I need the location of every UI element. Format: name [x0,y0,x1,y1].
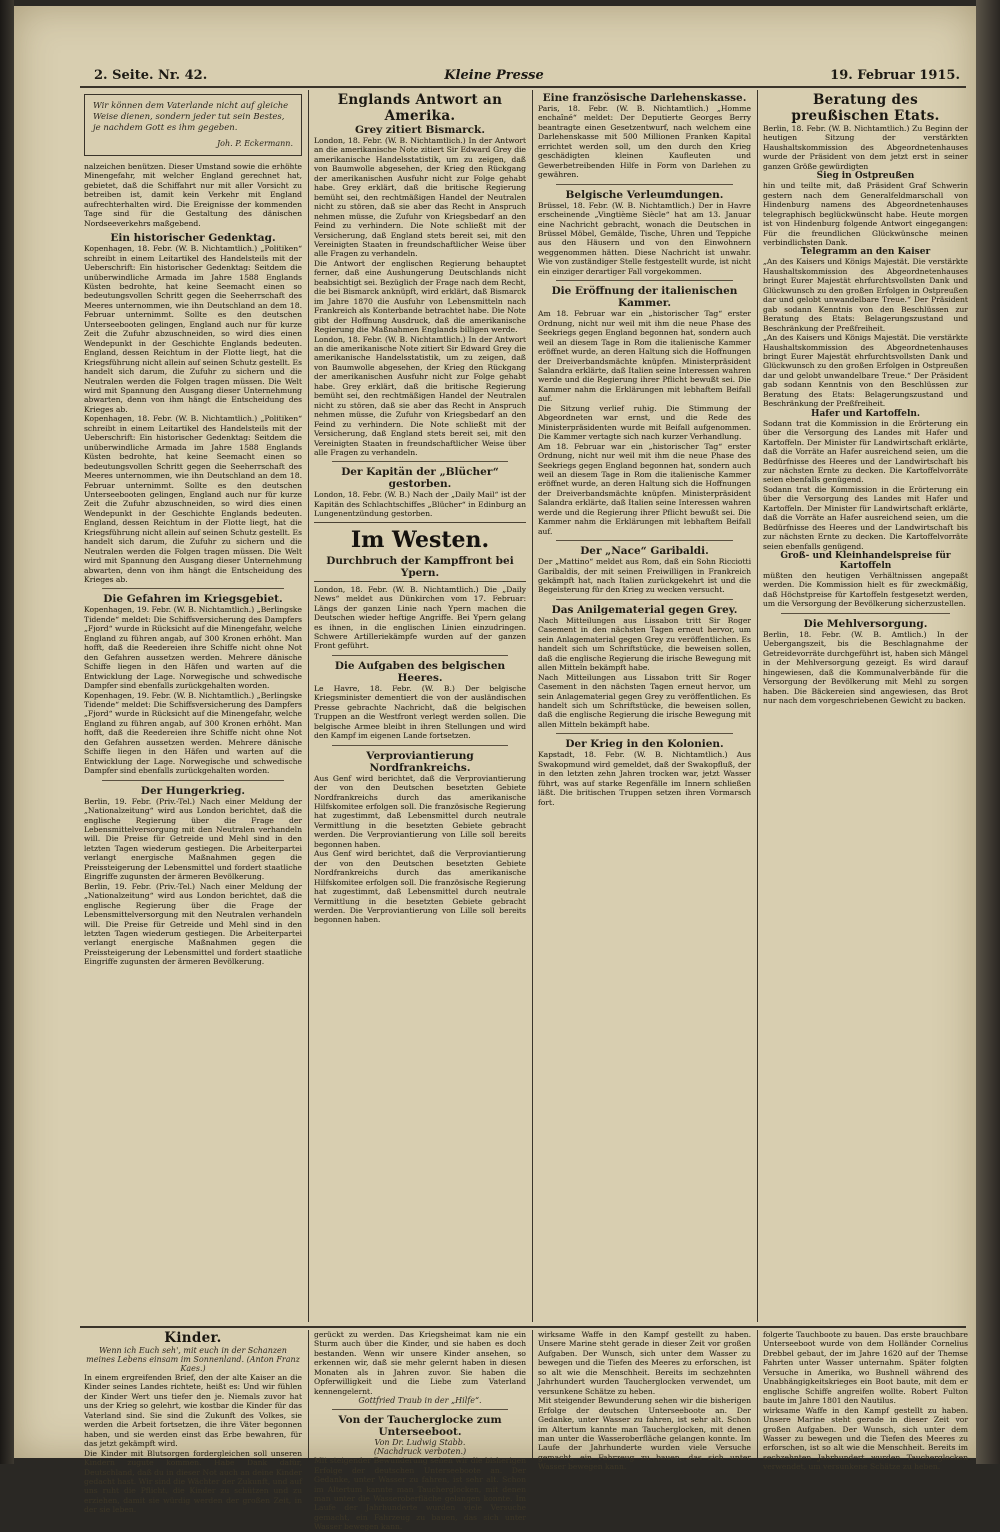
article-body: Berlin, 19. Febr. (Priv.-Tel.) Nach einer Meldung der „Nationalzeitung“ wird aus London berichtet, daß die englische Regierung über die Frage der Lebensmittelversorgung mit den Neutralen verhandeln will. Die Preise für Getreide und Mehl sind in den letzten Tagen wiederum gestiegen. Die Arbeiterpartei verlangt energische Maßnahmen gegen die Preissteigerung der Lebensmittel und fordert staatliche Eingriffe zugunsten der ärmeren Bevölkerung. [84,881,302,967]
feuilleton-body: Mit steigender Bewunderung sehen wir die bisherigen Erfolge der deutschen Unterseeboote an. Der Gedanke, unter Wasser zu fahren, ist sehr alt. Schon im Altertum kannte man Taucherglocken, mit denen man unter die Wasseroberfläche gelangen konnte. Im Laufe der Jahrhunderte wurden viele Versuche gemacht, ein Fahrzeug zu bauen, das sich unter Wasser bewegen kann. [538,1396,751,1472]
column-rule [308,90,309,1322]
column-rule [757,90,758,1322]
article-body: Die Antwort der englischen Regierung behauptet ferner, daß eine Aushungerung Deutschlands nicht beabsichtigt sei. Bezüglich der Frage nach dem Recht, die bei Bismarck anknüpft, wird erklärt, daß Bismarck im Jahre 1870 die Ausfuhr von Lebensmitteln nach Frankreich als Konterbande betrachtet habe. Die Note gibt der Hoffnung Ausdruck, daß die amerikanische Regierung die Maßnahmen Englands billigen werde. [314,258,526,335]
feuilleton-author: Von Dr. Ludwig Stabb. [374,1438,466,1448]
binding-gutter [0,0,14,1464]
feuilleton-body: Die Kinder mit Blutsorgen fordergleichen soll unseren Kindern zugute kommen. Habe Dank dafür, Deutschland, daß du in dieser Not auch an deine Kinder gedacht hast. Wir sind die Wächter der Zukunft, und auf uns ruht die Pflicht, die Kinder zu schützen und zu erziehen, damit sie würdig werden der großen Zeit, in der sie leben. [84,1448,302,1515]
column-4 [763,92,968,1320]
article-body: Sodann trat die Kommission in die Erörterung ein über die Versorgung des Landes mit Hafer und Kartoffeln. Der Minister für Landwirtschaft erklärte, daß die Vorräte an Hafer ausreichend seien, um die Bedürfnisse des Heeres und der Landwirtschaft bis zur nächsten Ernte zu decken. Die Kartoffelvorräte seien ebenfalls genügend. [763,484,968,551]
article-body: London, 18. Febr. (W. B.) Nach der „Daily Mail“ ist der Kapitän des Schlachtschiffes „Blücher“ in Edinburg an Lungenentzündung gestorben. [314,490,526,519]
article-body: Berlin, 18. Febr. (W. B. Amtlich.) In der Uebergangszeit, bis die Beschlagnahme der Getreidevorräte durchgeführt ist, haben sich Mängel in der Mehlversorgung gezeigt. Es wird darauf hingewiesen, daß die Kommunalverbände für die Versorgung der Bevölkerung mit Mehl zu sorgen haben. Die Bäckereien sind angewiesen, das Brot nur nach dem vorgeschriebenen Gewicht zu backen. [763,629,968,706]
article-title: Das Anilgematerial gegen Grey. [551,603,738,616]
feuilleton-body: In einem ergreifenden Brief, den der alte Kaiser an die Kinder seines Landes richtete, heißt es: Und wir fühlen der Kinder Wert uns tiefer den je. Niemals zuvor hat uns der Krieg so gelehrt, wie kostbar die Kinder für das Vaterland sind. Sie sind die Zukunft des Volkes, sie werden die Arbeit fortsetzen, die ihre Väter begonnen haben, und sie werden einst das Erbe bewahren, für das jetzt gekämpft wird. [84,1373,302,1449]
divider [556,599,733,600]
article-title: Die Eröffnung der italienischen Kammer. [551,285,738,310]
column-rule [532,1330,533,1458]
divider [332,655,508,656]
article-subtitle: Telegramm an den Kaiser [800,247,931,258]
article-body: Aus Genf wird berichtet, daß die Verproviantierung der von den Deutschen besetzten Gebiete Nordfrankreichs durch das amerikanische Hilfskomitee erfolgen soll. Die französische Regierung hat zugestimmt, daß Lebensmittel durch neutrale Vermittlung in die besetzten Gebiete gebracht werden. Die Verproviantierung von Lille soll bereits begonnen haben. [314,773,526,849]
header-rule [80,86,966,88]
divider [781,613,950,614]
article-subtitle: Hafer und Kartoffeln. [810,408,921,419]
article-title: Der Hungerkrieg. [140,784,246,797]
feuilleton-body: Mit steigender Bewunderung sehen wir die bisherigen Erfolge der deutschen Unterseeboote an. Der Gedanke, unter Wasser zu fahren, ist sehr alt. Schon im Altertum kannte man Taucherglocken, mit denen man unter die Wasseroberfläche gelangen konnte. Im Laufe der Jahrhunderte wurden viele Versuche gemacht, ein Fahrzeug zu bauen, das sich unter Wasser bewegen kann. [314,1456,526,1532]
article-title: Der Kapitän der „Blücher“ gestorben. [341,466,499,491]
article-body: Der „Mattino“ meldet aus Rom, daß ein Sohn Ricciotti Garibaldis, der mit seinen Freiwilligen in Frankreich gekämpft hat, nach Italien zurückgekehrt ist und die Begeisterung für den Krieg zu wecken versucht. [538,557,751,595]
article-title: Beratung des preußischen Etats. [791,92,940,124]
article-body: müßten den heutigen Verhältnissen angepaßt werden. Die Kommission hielt es für zweckmäßig, daß Höchstpreise für Kartoffeln festgesetzt werden, um die Versorgung der Bevölkerung sicherzustellen. [763,571,968,609]
feuilleton-author: Gottfried Traub in der „Hilfe“. [358,1396,482,1406]
feuilleton-title: Kinder. [164,1330,222,1346]
article-title: Belgische Verleumdungen. [565,188,724,201]
divider [102,780,284,781]
article-body: Kopenhagen, 19. Febr. (W. B. Nichtamtlich.) „Berlingske Tidende“ meldet: Die Schiffsversicherung des Dampfers „Fjord“ wurde in Rücksicht auf die Minengefahr, welche England zu führen angab, auf 300 Kronen erhöht. Man hofft, daß die Reedereien ihre Schiffe nicht ohne Not den Gefahren aussetzen werden. Mehrere dänische Schiffe liegen in den Häfen und warten auf die Entwicklung der Lage. Norwegische und schwedische Dampfer sind ebenfalls zurückgehalten worden. [84,690,302,776]
article-title: Der Krieg in den Kolonien. [565,738,724,751]
column-rule [532,90,533,1322]
column-2 [314,92,526,1320]
column-rule [308,1330,309,1458]
article-title: Verproviantierung Nordfrankreichs. [366,749,474,774]
page-number: 2. Seite. Nr. 42. [94,68,208,83]
article-body: Kopenhagen, 19. Febr. (W. B. Nichtamtlich.) „Berlingske Tidende“ meldet: Die Schiffsversicherung des Dampfers „Fjord“ wurde in Rücksicht auf die Minengefahr, welche England zu führen angab, auf 300 Kronen erhöht. Man hofft, daß die Reedereien ihre Schiffe nicht ohne Not den Gefahren aussetzen werden. Mehrere dänische Schiffe liegen in den Häfen und warten auf die Entwicklung der Lage. Norwegische und schwedische Dampfer sind ebenfalls zurückgehalten worden. [84,605,302,691]
article-title: Ein historischer Gedenktag. [110,232,276,245]
divider [556,184,733,185]
column-3 [538,92,751,1320]
article-title: Englands Antwort an Amerika. [337,92,503,124]
quote-text: Wir können dem Vaterlande nicht auf gleiche Weise dienen, sondern jeder tut sein Bestes, je nachdem Gott es ihm gegeben. [93,101,289,133]
masthead: Kleine Presse [444,68,544,83]
article-body: Kopenhagen, 18. Febr. (W. B. Nichtamtlich.) „Politiken“ schreibt in einem Leitartikel des Handelsteils mit der Ueberschrift: Ein historischer Gedenktag: Seitdem die unüberwindliche Armada im Jahre 1588 Englands Küsten bedrohte, hat keine Seemacht einen so bedeutungsvollen Schritt gegen die Seeherrschaft des Meeres unternommen, wie ihn Deutschland an dem 18. Februar unternimmt. Sollte es den deutschen Unterseebooten gelingen, England auch nur für kurze Zeit die Zufuhr abzuschneiden, so wird dies einen Wendepunkt in der Geschichte Englands bedeuten. England, dessen Reichtum in der Flotte liegt, hat die Kriegsführung nicht allein auf seinen Schutz gestellt. Es handelt sich darum, die Zufuhr zu sichern und die Neutralen werden die Folgen tragen müssen. Die Welt wird mit Spannung den Ausgang dieser Unternehmung abwarten, denn von ihm hängt die Entscheidung des Krieges ab. [84,414,302,585]
divider [102,588,284,589]
quote-author: Joh. P. Eckermann. [216,139,293,148]
article-subtitle: Grey zitiert Bismarck. [355,124,485,136]
article-subtitle: Sieg in Ostpreußen [816,171,915,182]
headline-block [314,522,526,582]
article-body: Brüssel, 18. Febr. (W. B. Nichtamtlich.) Der in Havre erscheinende „Vingtième Siècle“ hat am 13. Januar eine Nachricht gebracht, wonach die Deutschen in Brüssel Möbel, Gemälde, Tische, Uhren und Teppiche aus den Häusern und von den Einwohnern weggenommen hätten. Diese Nachricht ist unwahr. Wie von zuständiger Stelle festgestellt wurde, ist nicht ein einziger derartiger Fall vorgekommen. [538,200,751,276]
feuilleton-body: gerückt zu werden. Das Kriegsheimat kam nie ein Sturm auch über die Kinder, und sie haben es doch bestanden. Wenn wir unsere Kinder ansehen, so erkennen wir, daß sie mehr gelernt haben in diesen Monaten als in Jahren zuvor. Sie haben die Opferwilligkeit und die Liebe zum Vaterland kennengelernt. [314,1330,526,1396]
article-body: London, 18. Febr. (W. B. Nichtamtlich.) Die „Daily News“ meldet aus Dünkirchen vom 17. Februar: Längs der ganzen Linie nach Ypern machen die Deutschen wieder heftige Angriffe. Bei Ypern gelang es ihnen, in die englischen Linien einzudringen. Schwere Artilleriekämpfe wurden auf der ganzen Front geführt. [314,584,526,651]
article-body: London, 18. Febr. (W. B. Nichtamtlich.) In der Antwort an die amerikanische Note zitiert Sir Edward Grey die amerikanische Handelsstatistik, um zu zeigen, daß von Baumwolle abgesehen, der Krieg den Rückgang der amerikanischen Ausfuhr nicht zur Folge gehabt habe. Grey erklärt, daß die britische Regierung bemüht sei, den rechtmäßigen Handel der Neutralen nicht zu stören, daß sie aber das Recht in Anspruch nehmen müsse, die Zufuhr von Kriegsbedarf an den Feind zu verhindern. Die Note schließt mit der Versicherung, daß England stets bereit sei, mit den Vereinigten Staaten in freundschaftlicher Weise über alle Fragen zu verhandeln. [314,334,526,457]
divider [556,540,733,541]
article-title: Eine französische Darlehenskasse. [542,92,747,104]
divider [556,280,733,281]
article-body: Am 18. Februar war ein „historischer Tag“ erster Ordnung, nicht nur weil mit ihm die neue Phase des Seekriegs gegen England begonnen hat, sondern auch weil an diesem Tage in Rom die italienische Kammer eröffnet wurde, an deren Haltung sich die Hoffnungen der Dreiverbandsmächte knüpfen. Ministerpräsident Salandra erklärte, daß Italien seine Interessen wahren werde und die Regierung ihrer Pflicht bewußt sei. Die Kammer nahm die Erklärungen mit lebhaftem Beifall auf. [538,441,751,536]
major-subheadline: Durchbruch der Kampffront bei Ypern. [326,554,514,579]
article-title: Der „Nace“ Garibaldi. [580,545,709,558]
divider [332,461,508,462]
article-title: Die Aufgaben des belgischen Heeres. [334,659,506,684]
column-1 [84,94,302,1322]
feuilleton-rule [80,1326,966,1328]
divider [556,733,733,734]
article-body: Am 18. Februar war ein „historischer Tag“ erster Ordnung, nicht nur weil mit ihm die neue Phase des Seekriegs gegen England begonnen hat, sondern auch weil an diesem Tage in Rom die italienische Kammer eröffnet wurde, an deren Haltung sich die Hoffnungen der Dreiverbandsmächte knüpfen. Ministerpräsident Salandra erklärte, daß Italien seine Interessen wahren werde und die Regierung ihrer Pflicht bewußt sei. Die Kammer nahm die Erklärungen mit lebhaftem Beifall auf. [538,309,751,404]
feuilleton-body: folgerte Tauchboote zu bauen. Das erste brauchbare Unterseeboot wurde von dem Holländer Cornelius Drebbel gebaut, der im Jahre 1620 auf der Themse Fahrten unter Wasser unternahm. Später folgten Versuche in Amerika, wo Bushnell während des Unabhängigkeitskrieges ein Boot baute, mit dem er englische Schiffe angreifen wollte. Robert Fulton baute im Jahre 1801 den Nautilus. [763,1330,968,1406]
article-body: hin und teilte mit, daß Präsident Graf Schwerin gestern nach dem Generalfeldmarschall von Hindenburg namens des Abgeordnetenhauses telegraphisch beglückwünscht habe. Heute morgen ist von Hindenburg folgende Antwort eingegangen: Für die freundlichen Glückwünsche meinen verbindlichsten Dank. [763,181,968,247]
feuilleton-col-3 [538,1330,751,1472]
article-body: „An des Kaisers und Königs Majestät. Die verstärkte Haushaltskommission des Abgeordnetenhauses bringt Eurer Majestät ehrfurchtsvollsten Dank und Glückwunsch zu den großen Erfolgen in Ostpreußen dar und gelobt unwandelbare Treue.“ Der Präsident gab sodann Kenntnis von den Beschlüssen zur Beratung des Etats: Belagerungszustand und Beschränkung der Preßfreiheit. [763,257,968,333]
feuilleton-col-2 [314,1330,526,1532]
divider [332,745,508,746]
reprint-note: (Nachdruck verboten.) [373,1447,467,1457]
article-body: Aus Genf wird berichtet, daß die Verproviantierung der von den Deutschen besetzten Gebiete Nordfrankreichs durch das amerikanische Hilfskomitee erfolgen soll. Die französische Regierung hat zugestimmt, daß Lebensmittel durch neutrale Vermittlung in die besetzten Gebiete gebracht werden. Die Verproviantierung von Lille soll bereits begonnen haben. [314,849,526,925]
article-body: Paris, 18. Febr. (W. B. Nichtamtlich.) „Homme enchaîné“ meldet: Der Deputierte Georges Berry beantragte einen Gesetzentwurf, nach welchem eine Darlehenskasse mit 500 Millionen Franken Kapital errichtet werden soll, um den durch den Krieg geschädigten kleinen Kaufleuten und Gewerbetreibenden Hilfe in Form von Darlehen zu gewähren. [538,104,751,180]
page-edge [976,0,1000,1464]
intro-text: nalzeichen benützen. Dieser Umstand sowie die erhöhte Minengefahr, mit welcher England gerechnet hat, gebietet, daß die Schiffahrt nur mit aller Vorsicht zu betreiben ist, damit kein Verkehr mit England aufrechterhalten wird. Die Ereignisse der kommenden Tage sind für die Gestaltung des dänischen Nordseeverkehrs maßgebend. [84,162,302,228]
article-body: Kopenhagen, 18. Febr. (W. B. Nichtamtlich.) „Politiken“ schreibt in einem Leitartikel des Handelsteils mit der Ueberschrift: Ein historischer Gedenktag: Seitdem die unüberwindliche Armada im Jahre 1588 Englands Küsten bedrohte, hat keine Seemacht einen so bedeutungsvollen Schritt gegen die Seeherrschaft des Meeres unternommen, wie ihn Deutschland an dem 18. Februar unternimmt. Sollte es den deutschen Unterseebooten gelingen, England auch nur für kurze Zeit die Zufuhr abzuschneiden, so wird dies einen Wendepunkt in der Geschichte Englands bedeuten. England, dessen Reichtum in der Flotte liegt, hat die Kriegsführung nicht allein auf seinen Schutz gestellt. Es handelt sich darum, die Zufuhr zu sichern und die Neutralen werden die Folgen tragen müssen. Die Welt wird mit Spannung den Ausgang dieser Unternehmung abwarten, denn von ihm hängt die Entscheidung des Krieges ab. [84,244,302,414]
column-rule [757,1330,758,1458]
feuilleton-body: wirksame Waffe in den Kampf gestellt zu haben. Unsere Marine steht gerade in dieser Zeit vor großen Aufgaben. Der Wunsch, sich unter dem Wasser zu bewegen und die Tiefen des Meeres zu erforschen, ist so alt wie die Menschheit. Bereits im sechzehnten Jahrhundert wurden Taucherglocken verwendet, um versunkene Schätze zu heben. [538,1330,751,1396]
article-body: Berlin, 18. Febr. (W. B. Nichtamtlich.) Zu Beginn der heutigen Sitzung der verstärkten Haushaltskommission des Abgeordnetenhauses wurde der Präsident von dem jetzt erst in seiner ganzen Größe gewürdigten [763,124,968,171]
article-body: Kapstadt, 18. Febr. (W. B. Nichtamtlich.) Aus Swakopmund wird gemeldet, daß der Swakopfluß, der in den letzten zehn Jahren trocken war, jetzt Wasser führt, was auf starke Regenfälle im Innern schließen läßt. Die britischen Truppen setzen ihren Vormarsch fort. [538,750,751,807]
article-body: Berlin, 19. Febr. (Priv.-Tel.) Nach einer Meldung der „Nationalzeitung“ wird aus London berichtet, daß die englische Regierung über die Frage der Lebensmittelversorgung mit den Neutralen verhandeln will. Die Preise für Getreide und Mehl sind in den letzten Tagen wiederum gestiegen. Die Arbeiterpartei verlangt energische Maßnahmen gegen die Preissteigerung der Lebensmittel und fordert staatliche Eingriffe zugunsten der ärmeren Bevölkerung. [84,796,302,882]
divider [332,1409,508,1410]
article-body: „An des Kaisers und Königs Majestät. Die verstärkte Haushaltskommission des Abgeordnetenhauses bringt Eurer Majestät ehrfurchtsvollsten Dank und Glückwunsch zu den großen Erfolgen in Ostpreußen dar und gelobt unwandelbare Treue.“ Der Präsident gab sodann Kenntnis von den Beschlüssen zur Beratung des Etats: Belagerungszustand und Beschränkung der Preßfreiheit. [763,333,968,409]
article-body: London, 18. Febr. (W. B. Nichtamtlich.) In der Antwort an die amerikanische Note zitiert Sir Edward Grey die amerikanische Handelsstatistik, um zu zeigen, daß von Baumwolle abgesehen, der Krieg den Rückgang der amerikanischen Ausfuhr nicht zur Folge gehabt habe. Grey erklärt, daß die britische Regierung bemüht sei, den rechtmäßigen Handel der Neutralen nicht zu stören, daß sie aber das Recht in Anspruch nehmen müsse, die Zufuhr von Kriegsbedarf an den Feind zu verhindern. Die Note schließt mit der Versicherung, daß England stets bereit sei, mit den Vereinigten Staaten in freundschaftlicher Weise über alle Fragen zu verhandeln. [314,136,526,259]
feuilleton-title: Von der Taucherglocke zum Unterseeboot. [338,1414,502,1439]
article-body: Nach Mitteilungen aus Lissabon tritt Sir Roger Casement in den nächsten Tagen erneut hervor, um sein Anlagematerial gegen Grey zu veröffentlichen. Es handelt sich um Schriftstücke, die beweisen sollen, daß die englische Regierung die irische Bewegung mit allen Mitteln bekämpft habe. [538,615,751,673]
issue-date: 19. Februar 1915. [830,68,960,83]
article-title: Die Mehlversorgung. [803,617,928,630]
quote-box [84,94,302,156]
article-body: Le Havre, 18. Febr. (W. B.) Der belgische Kriegsminister dementiert die von der ausländischen Presse gebrachte Nachricht, daß die belgischen Truppen an die Westfront verlegt werden sollen. Die belgische Armee bleibt in ihren Stellungen und wird den Kampf im eigenen Lande fortsetzen. [314,683,526,741]
article-subtitle: Groß- und Kleinhandelspreise für Kartoffeln [780,551,951,572]
feuilleton-col-1 [84,1330,302,1515]
article-body: Sodann trat die Kommission in die Erörterung ein über die Versorgung des Landes mit Hafer und Kartoffeln. Der Minister für Landwirtschaft erklärte, daß die Vorräte an Hafer ausreichend seien, um die Bedürfnisse des Heeres und der Landwirtschaft bis zur nächsten Ernte zu decken. Die Kartoffelvorräte seien ebenfalls genügend. [763,418,968,485]
article-title: Die Gefahren im Kriegsgebiet. [103,593,283,606]
newspaper-page [14,6,976,1532]
major-headline: Im Westen. [350,526,490,553]
feuilleton-motto: Wenn ich Euch seh', mit euch in der Schanzen meines Lebens einsam im Sonnenland. (Anton Franz Kaes.) [86,1346,300,1373]
article-body: Nach Mitteilungen aus Lissabon tritt Sir Roger Casement in den nächsten Tagen erneut hervor, um sein Anlagematerial gegen Grey zu veröffentlichen. Es handelt sich um Schriftstücke, die beweisen sollen, daß die englische Regierung die irische Bewegung mit allen Mitteln bekämpft habe. [538,672,751,729]
feuilleton-col-4 [763,1330,968,1472]
feuilleton-body: wirksame Waffe in den Kampf gestellt zu haben. Unsere Marine steht gerade in dieser Zeit vor großen Aufgaben. Der Wunsch, sich unter dem Wasser zu bewegen und die Tiefen des Meeres zu erforschen, ist so alt wie die Menschheit. Bereits im sechzehnten Jahrhundert wurden Taucherglocken verwendet, um versunkene Schätze zu heben. [763,1405,968,1472]
article-body: Die Sitzung verlief ruhig. Die Stimmung der Abgeordneten war ernst, und die Rede des Ministerpräsidenten wurde mit Beifall aufgenommen. Die Kammer vertagte sich nach kurzer Verhandlung. [538,403,751,442]
